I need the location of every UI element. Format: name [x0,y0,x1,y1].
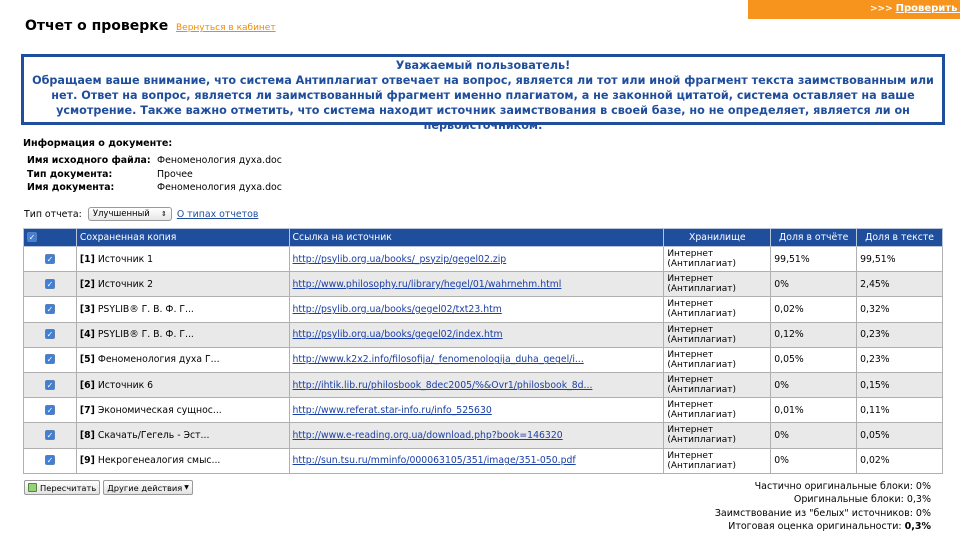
row-checkbox[interactable]: ✓ [46,456,54,466]
table-row [24,398,943,423]
column-header-share-report: Доля в отчёте [771,229,857,247]
back-to-cabinet-link[interactable]: Вернуться в кабинет [176,23,276,33]
recheck-label: Пересчитать [40,482,97,493]
source-url-link[interactable]: http://psylib.org.ua/books/gegel02/txt23.htm [292,303,502,315]
other-actions-label: Другие действия [107,482,183,493]
storage-cell [664,423,771,448]
saved-copy-cell[interactable] [76,272,289,297]
source-name: Экономическая сущнос... [97,404,222,416]
summary-final-value: 0,3% [904,520,931,532]
notice-box [21,54,945,132]
storage-sub: (Антиплагиат) [667,284,736,295]
row-checkbox[interactable]: ✓ [46,304,54,314]
source-link-cell [289,247,664,272]
report-type-selected: Улучшенный [92,209,150,219]
source-url-link[interactable]: http://www.k2x2.info/filosofija/_fenomenologija_duha_gegel/i... [292,354,584,366]
originality-summary [715,480,931,533]
row-checkbox-cell[interactable] [24,297,77,322]
storage-cell [664,372,771,397]
source-link-cell [289,448,664,473]
storage-cell [664,297,771,322]
source-url-link[interactable]: http://www.e-reading.org.ua/download.php?book=146320 [292,429,563,441]
storage-cell [664,448,771,473]
saved-copy-cell[interactable] [76,247,289,272]
share-text-cell: 0,32% [857,297,943,322]
share-report-cell: 0,02% [771,297,857,322]
storage-name: Интернет [667,425,714,436]
recheck-button[interactable] [24,480,100,495]
docinfo-row [27,154,282,168]
storage-sub: (Антиплагиат) [667,460,736,471]
summary-final-label: Итоговая оценка оригинальности: [728,520,902,532]
saved-copy-cell[interactable] [76,423,289,448]
storage-cell [664,398,771,423]
table-row [24,247,943,272]
storage-name: Интернет [667,299,714,310]
saved-copy-cell[interactable] [76,347,289,372]
table-row [24,272,943,297]
share-report-cell: 0% [771,423,857,448]
table-row [24,297,943,322]
row-checkbox-cell[interactable] [24,322,77,347]
row-checkbox[interactable]: ✓ [46,405,54,415]
updown-arrows-icon: ⇕ [160,210,167,218]
storage-sub: (Антиплагиат) [667,410,736,421]
row-checkbox-cell[interactable] [24,272,77,297]
saved-copy-cell[interactable] [76,322,289,347]
notice-greeting: Уважаемый пользователь! [395,59,571,72]
column-header-copy: Сохраненная копия [76,229,289,247]
storage-sub: (Антиплагиат) [667,435,736,446]
source-name: Источник 1 [97,253,154,265]
docinfo-row [27,181,282,195]
source-name: Скачать/Гегель - Эст... [97,429,210,441]
storage-sub: (Антиплагиат) [667,334,736,345]
source-link-cell [289,372,664,397]
share-text-cell: 0,15% [857,372,943,397]
saved-copy-cell[interactable] [76,398,289,423]
share-text-cell: 0,05% [857,423,943,448]
storage-name: Интернет [667,274,714,285]
storage-cell [664,272,771,297]
table-row [24,372,943,397]
source-link-cell [289,347,664,372]
share-text-cell: 0,23% [857,347,943,372]
share-text-cell: 0,23% [857,322,943,347]
summary-white-sources: Заимствование из "белых" источников: 0% [714,507,931,519]
row-checkbox-cell[interactable] [24,398,77,423]
share-report-cell: 0,01% [771,398,857,423]
page-title: Отчет о проверке [25,18,169,34]
storage-name: Интернет [667,400,714,411]
storage-name: Интернет [667,375,714,386]
summary-final [715,520,931,533]
source-link-cell [289,272,664,297]
source-number: [6] [79,379,95,391]
row-checkbox-cell[interactable] [24,347,77,372]
source-link-cell [289,398,664,423]
top-promo-bar[interactable] [748,0,973,19]
check-text-link[interactable]: Проверить те [895,3,973,14]
source-url-link[interactable]: http://ihtik.lib.ru/philosbook_8dec2005/%&Ovr1/philosbook_8d... [292,379,593,391]
storage-name: Интернет [667,249,714,260]
row-checkbox[interactable]: ✓ [46,330,54,340]
docinfo-key: Тип документа: [27,168,113,180]
summary-original: Оригинальные блоки: 0,3% [793,494,931,506]
report-type-select[interactable] [88,207,172,221]
arrows-icon: >>> [870,4,893,14]
column-header-storage: Хранилище [664,229,771,247]
docinfo-key: Имя исходного файла: [27,155,151,166]
storage-sub: (Антиплагиат) [667,309,736,320]
row-checkbox[interactable]: ✓ [46,430,54,440]
source-number: [8] [79,429,95,441]
report-type-row [24,207,258,221]
storage-cell [664,347,771,372]
row-checkbox[interactable]: ✓ [46,380,54,390]
select-all-checkbox[interactable]: ✓ [28,233,36,242]
sources-table [23,228,943,474]
source-name: Источник 2 [97,278,154,290]
select-all-cell[interactable] [24,229,77,247]
row-checkbox[interactable]: ✓ [46,254,54,264]
action-buttons [24,480,193,495]
storage-cell [664,322,771,347]
source-url-link[interactable]: http://www.philosophy.ru/library/hegel/01/wahrnehm.html [292,278,562,290]
share-report-cell: 99,51% [771,247,857,272]
docinfo-value: Феноменология духа.doc [157,182,282,193]
source-name: PSYLIB® Г. В. Ф. Г... [97,329,194,341]
row-checkbox[interactable]: ✓ [46,279,54,289]
source-number: [5] [79,354,95,366]
saved-copy-cell[interactable] [76,372,289,397]
storage-sub: (Антиплагиат) [667,385,736,396]
report-type-label: Тип отчета: [24,208,82,220]
saved-copy-cell[interactable] [76,297,289,322]
storage-sub: (Антиплагиат) [667,259,736,270]
storage-sub: (Антиплагиат) [667,359,736,370]
dropdown-arrow-icon: ▼ [184,484,189,491]
storage-cell [664,247,771,272]
source-link-cell [289,423,664,448]
report-types-link[interactable]: О типах отчетов [176,208,259,220]
source-name: Некрогенеалогия смыс... [97,455,221,467]
source-number: [3] [79,303,95,315]
source-name: PSYLIB® Г. В. Ф. Г... [97,303,194,315]
source-number: [2] [79,278,95,290]
source-link-cell [289,322,664,347]
column-header-link: Ссылка на источник [289,229,664,247]
share-report-cell: 0% [771,448,857,473]
source-name: Источник 6 [97,379,154,391]
share-text-cell: 0,02% [857,448,943,473]
summary-partial-original: Частично оригинальные блоки: 0% [754,481,931,492]
row-checkbox[interactable]: ✓ [46,355,54,365]
source-url-link[interactable]: http://sun.tsu.ru/mminfo/000063105/351/image/351-050.pdf [292,455,576,467]
share-report-cell: 0,12% [771,322,857,347]
share-text-cell: 0,11% [857,398,943,423]
docinfo-value: Прочее [157,168,193,180]
storage-name: Интернет [667,324,714,335]
docinfo-heading: Информация о документе: [23,138,173,149]
storage-name: Интернет [667,349,714,360]
source-url-link[interactable]: http://psylib.org.ua/books/gegel02/index.htm [292,329,503,341]
share-report-cell: 0,05% [771,347,857,372]
table-row [24,322,943,347]
other-actions-button[interactable] [103,480,193,495]
saved-copy-cell[interactable] [76,448,289,473]
docinfo-row [27,168,282,182]
docinfo-value: Феноменология духа.doc [157,155,282,166]
docinfo-list [27,154,282,195]
recalculate-icon [28,483,37,492]
row-checkbox-cell[interactable] [24,423,77,448]
storage-name: Интернет [667,450,714,461]
source-url-link[interactable]: http://psylib.org.ua/books/_psyzip/gegel02.zip [292,253,507,265]
row-checkbox-cell[interactable] [24,247,77,272]
row-checkbox-cell[interactable] [24,448,77,473]
row-checkbox-cell[interactable] [24,372,77,397]
share-text-cell: 2,45% [857,272,943,297]
docinfo-key: Имя документа: [27,182,115,193]
source-number: [1] [79,253,95,265]
source-number: [9] [79,455,95,467]
share-text-cell: 99,51% [857,247,943,272]
source-number: [4] [79,329,95,341]
source-link-cell [289,297,664,322]
table-row [24,347,943,372]
table-row [24,448,943,473]
source-number: [7] [79,404,95,416]
table-row [24,423,943,448]
source-name: Феноменология духа Г... [97,354,220,366]
table-header-row [24,229,943,247]
column-header-share-text: Доля в тексте [857,229,943,247]
share-report-cell: 0% [771,272,857,297]
notice-text: Обращаем ваше внимание, что система Антиплагиат отвечает на вопрос, является ли тот или иной фрагмент текста заимствованным или нет. Ответ на вопрос, является ли заимствованный фрагмент именно плагиатом, а не законной цитатой, система оставляет на ваше усмотрение. Также важно отметить, что система находит источник заимствования в своей базе, но не определяет, является ли он первоисточником. [32,74,934,132]
share-report-cell: 0% [771,372,857,397]
source-url-link[interactable]: http://www.referat.star-info.ru/info_525630 [292,404,492,416]
